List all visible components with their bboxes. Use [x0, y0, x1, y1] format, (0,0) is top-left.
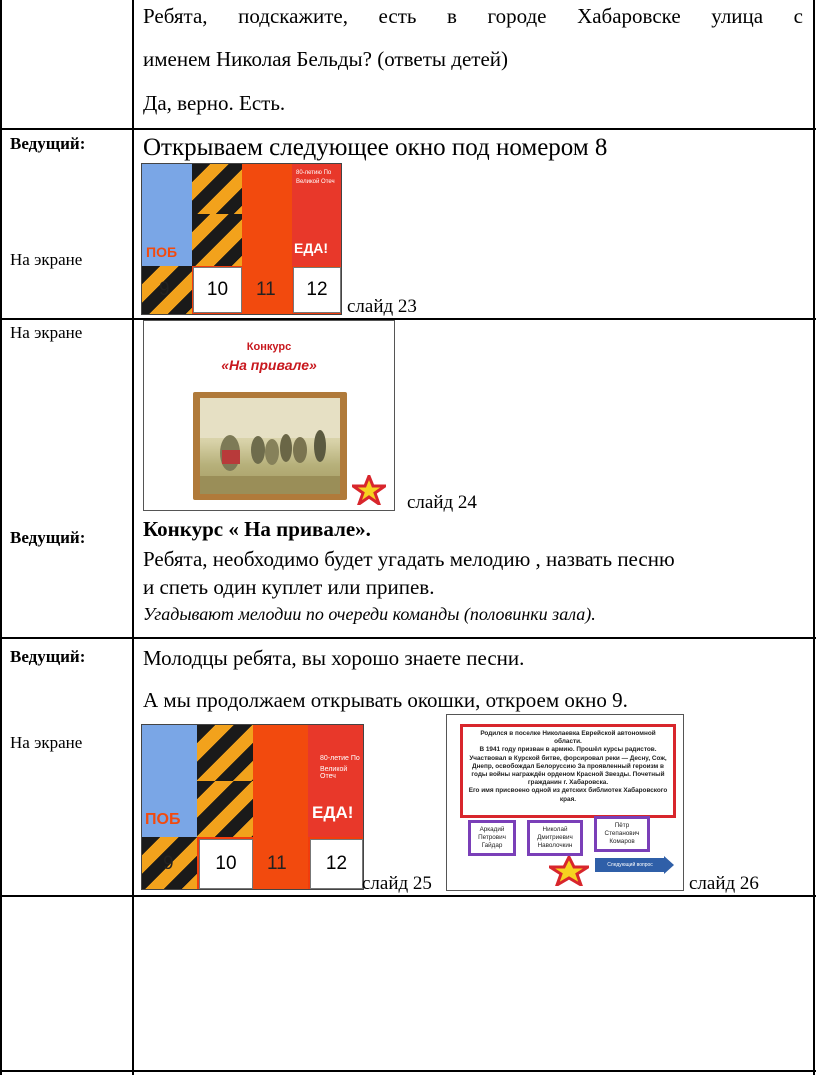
role-label: Ведущий:: [10, 528, 86, 547]
window-number: 12: [310, 839, 363, 889]
puzzle-tile: [292, 164, 341, 214]
painting-image: [193, 392, 347, 500]
window-number: 9: [159, 279, 170, 300]
puzzle-tile: [308, 781, 363, 837]
puzzle-tile: [242, 164, 292, 214]
puzzle-tile: [292, 214, 341, 266]
poster-text: ПОБ: [146, 244, 178, 260]
puzzle-tile: [192, 164, 242, 214]
row1-line3: Да, верно. Есть.: [143, 91, 286, 115]
row1-line1: Ребята, подскажите, есть в городе Хабаровске улица с: [143, 4, 803, 28]
puzzle-tile: [253, 781, 308, 837]
star-icon: [352, 475, 386, 505]
row-divider: [0, 128, 816, 130]
window-number: 10: [199, 839, 253, 889]
row3-note: Угадывают мелодии по очереди команды (половинки зала).: [143, 604, 596, 624]
window-number: 12: [293, 267, 341, 313]
puzzle-tile: [197, 725, 253, 781]
window-number: 11: [256, 279, 276, 300]
bio-line: края.: [559, 795, 577, 803]
puzzle-tile: [142, 725, 197, 781]
window-number: 10: [193, 267, 242, 313]
biography-box: [460, 724, 676, 818]
column-divider: [132, 0, 134, 1075]
bio-line: Участвовал в Курской битве, форсировал реки — Десну, Сож,: [469, 754, 667, 762]
star-icon: [549, 856, 589, 886]
slide-24-thumbnail: [143, 320, 395, 511]
painting-canvas: [200, 398, 340, 494]
bio-line: области.: [554, 738, 582, 746]
puzzle-tile: [142, 164, 192, 214]
bio-line: Его имя присвоено одной из детских библиотек Хабаровского: [468, 787, 668, 795]
bio-line: Днепр, освобождал Белоруссию За проявленный героизм в: [472, 762, 664, 770]
poster-text: ЕДА!: [294, 240, 329, 256]
role-label: Ведущий:: [10, 647, 86, 666]
puzzle-tile: [142, 781, 197, 837]
screen-label: На экране: [10, 733, 83, 752]
option-line: Наволочкин: [537, 842, 573, 849]
answer-option-2[interactable]: [527, 820, 583, 856]
next-question-button[interactable]: Следующий вопрос: [595, 858, 665, 872]
bio-line: гражданин г. Хабаровска.: [527, 779, 609, 787]
poster-text: 80-летие По: [320, 755, 360, 762]
window-number: 11: [267, 853, 287, 874]
row4-line2: А мы продолжаем открывать окошки, откроем окно 9.: [143, 688, 628, 712]
slide-title: Конкурс: [246, 341, 292, 353]
bio-line: В 1941 году призван в армию. Прошёл курсы радистов.: [479, 746, 657, 754]
poster-text: Великой Отеч: [296, 179, 335, 185]
slide-caption: слайд 26: [689, 873, 759, 894]
poster-text: ЕДА!: [312, 803, 354, 822]
option-line: Дмитриевич: [537, 834, 573, 841]
option-line: Степанович: [604, 830, 640, 837]
option-line: Петрович: [478, 834, 506, 841]
row1-line2: именем Николая Бельды? (ответы детей): [143, 47, 508, 71]
slide-caption: слайд 25: [362, 873, 432, 894]
screen-label: На экране: [10, 250, 83, 269]
row-divider: [0, 318, 816, 320]
puzzle-tile: [197, 781, 253, 837]
slide-26-thumbnail: [446, 714, 684, 891]
bio-line: годы войны награждён орденом Красной Звезды. Почетный: [471, 771, 665, 779]
slide-25-thumbnail: [141, 724, 364, 890]
answer-option-1[interactable]: [468, 820, 516, 856]
slide-caption: слайд 24: [407, 492, 477, 513]
puzzle-tile: [308, 725, 363, 781]
poster-text: Великой Отеч: [320, 766, 348, 780]
slide-23-thumbnail: [141, 163, 342, 315]
arrow-right-icon: [664, 856, 674, 874]
table-border-right: [813, 0, 815, 1075]
slide-subtitle: «На привале»: [221, 357, 317, 373]
slide-caption: слайд 23: [347, 296, 417, 317]
contest-heading: Конкурс « На привале».: [143, 517, 371, 541]
puzzle-tile: [142, 214, 192, 266]
answer-option-3[interactable]: [594, 816, 650, 852]
screen-label: На экране: [10, 323, 83, 342]
table-border-left: [0, 0, 2, 1075]
puzzle-tile: [242, 214, 292, 266]
option-line: Аркадий: [479, 826, 505, 833]
row3-line2: и спеть один куплет или припев.: [143, 575, 435, 599]
table-border-bottom: [0, 1070, 816, 1072]
poster-text: ПОБ: [145, 811, 181, 828]
poster-text: 80-летию По: [296, 170, 332, 176]
option-line: Пётр: [614, 822, 630, 829]
row4-line1: Молодцы ребята, вы хорошо знаете песни.: [143, 646, 525, 670]
row-divider: [0, 895, 816, 897]
puzzle-tile: [192, 214, 242, 266]
role-label: Ведущий:: [10, 134, 86, 153]
bio-line: Родился в поселке Николаевка Еврейской автономной: [480, 730, 656, 737]
puzzle-tile: [253, 725, 308, 781]
option-line: Комаров: [609, 838, 635, 845]
row2-text: Открываем следующее окно под номером 8: [143, 134, 608, 161]
option-line: Гайдар: [481, 842, 503, 849]
row-divider: [0, 637, 816, 639]
soldiers-illustration: [200, 398, 340, 494]
row3-line1: Ребята, необходимо будет угадать мелодию , назвать песню: [143, 547, 675, 571]
window-number: 9: [163, 853, 174, 874]
option-line: Николай: [542, 826, 568, 833]
